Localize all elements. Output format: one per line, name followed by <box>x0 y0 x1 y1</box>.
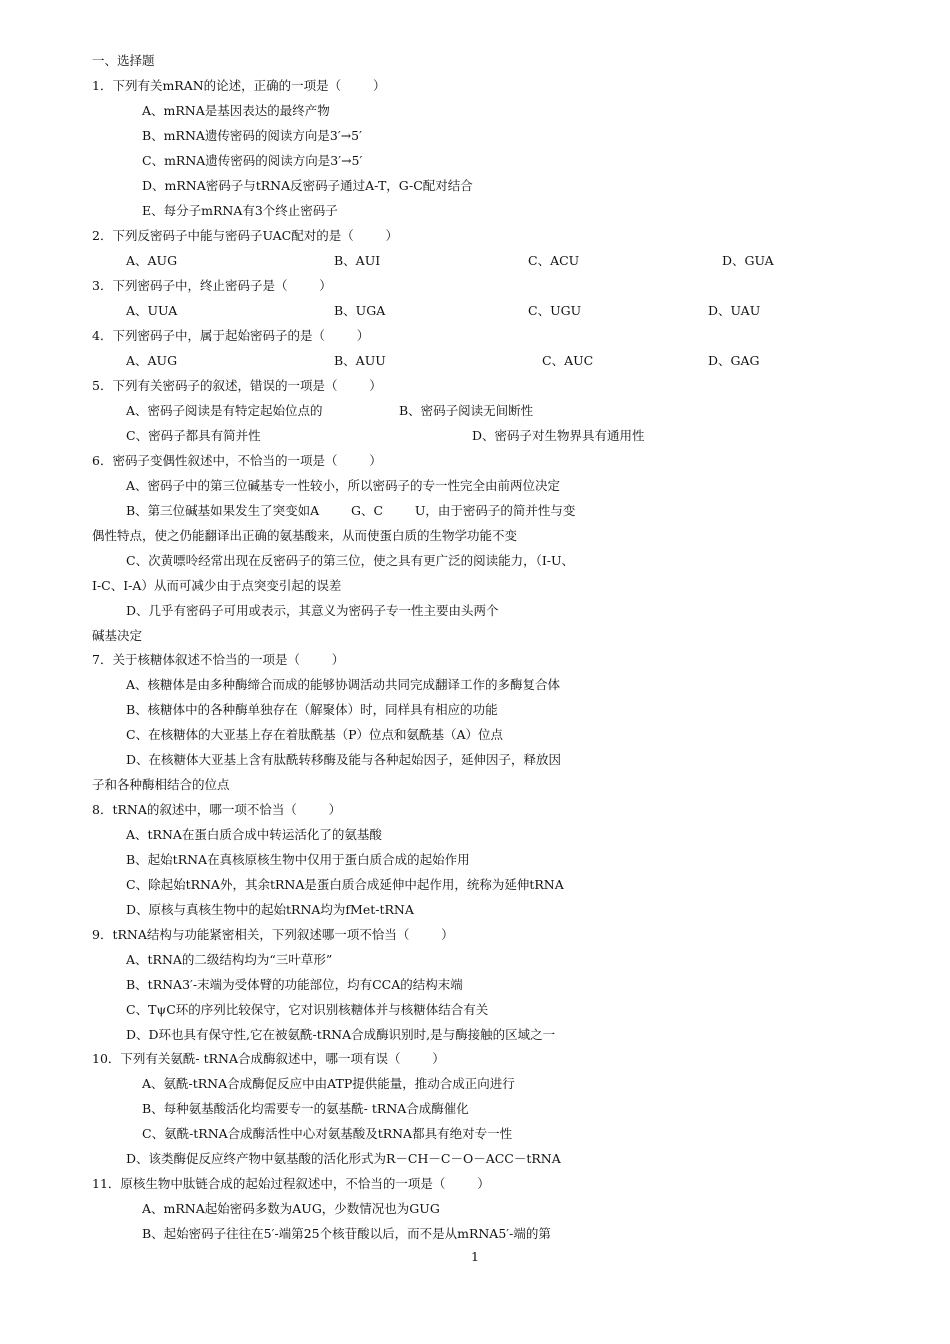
question-3-option-d: D、UAU <box>708 303 761 318</box>
question-7-line: C、在核糖体的大亚基上存在着肽酰基（P）位点和氨酰基（A）位点 <box>126 727 504 742</box>
question-9-line: B、tRNA3′-末端为受体臂的功能部位，均有CCA的结构末端 <box>126 977 463 992</box>
question-7-line: 子和各种酶相结合的位点 <box>92 777 230 792</box>
question-4-stem: 4．下列密码子中，属于起始密码子的是（ ） <box>92 328 370 343</box>
question-4-option-d: D、GAG <box>708 353 760 368</box>
question-10-line: B、每种氨基酸活化均需要专一的氨基酰- tRNA合成酶催化 <box>142 1101 469 1116</box>
question-6-line: C、次黄嘌呤经常出现在反密码子的第三位，使之具有更广泛的阅读能力，（I-U、 <box>126 553 575 568</box>
question-2-option-a: A、AUG <box>126 253 178 268</box>
question-3-option-c: C、UGU <box>528 303 582 318</box>
question-10-line: C、氨酰-tRNA合成酶活性中心对氨基酸及tRNA都具有绝对专一性 <box>142 1126 513 1141</box>
question-6-line: 碱基决定 <box>92 628 143 643</box>
question-9-line: A、tRNA的二级结构均为“三叶草形” <box>126 952 333 967</box>
question-7-line: A、核糖体是由多种酶缔合而成的能够协调活动共同完成翻译工作的多酶复合体 <box>126 677 561 692</box>
question-7-stem: 7．关于核糖体叙述不恰当的一项是（ ） <box>92 652 345 667</box>
question-9-line: D、D环也具有保守性,它在被氨酰-tRNA合成酶识别时,是与酶接触的区域之一 <box>126 1027 556 1042</box>
question-1-option-d: D、mRNA密码子与tRNA反密码子通过A-T，G-C配对结合 <box>142 178 473 193</box>
question-5-option-d: D、密码子对生物界具有通用性 <box>472 428 645 443</box>
question-10-stem: 10．下列有关氨酰- tRNA合成酶叙述中，哪一项有误（ ） <box>92 1051 445 1066</box>
question-8-stem: 8．tRNA的叙述中，哪一项不恰当（ ） <box>92 802 342 817</box>
question-6-line: A、密码子中的第三位碱基专一性较小，所以密码子的专一性完全由前两位决定 <box>126 478 561 493</box>
question-11-line: A、mRNA起始密码多数为AUG，少数情况也为GUG <box>142 1201 440 1216</box>
question-5-option-c: C、密码子都具有简并性 <box>126 428 261 443</box>
question-3-stem: 3．下列密码子中，终止密码子是（ ） <box>92 278 332 293</box>
question-6-line: 偶性特点，使之仍能翻译出正确的氨基酸来，从而使蛋白质的生物学功能不变 <box>92 528 518 543</box>
question-6-line: D、几乎有密码子可用或表示，其意义为密码子专一性主要由头两个 <box>126 603 499 618</box>
question-4-option-c: C、AUC <box>542 353 594 368</box>
question-11-line: B、起始密码子往往在5′-端第25个核苷酸以后，而不是从mRNA5′-端的第 <box>142 1226 551 1241</box>
question-8-line: A、tRNA在蛋白质合成中转运活化了的氨基酸 <box>126 827 382 842</box>
question-6-line: I-C、I-A）从而可减少由于点突变引起的误差 <box>92 578 342 593</box>
question-3-option-b: B、UGA <box>334 303 386 318</box>
question-2-stem: 2．下列反密码子中能与密码子UAC配对的是（ ） <box>92 228 398 243</box>
question-4-option-b: B、AUU <box>334 353 386 368</box>
question-6-line: B、第三位碱基如果发生了突变如A G、C U，由于密码子的简并性与变 <box>126 503 576 518</box>
question-1-option-a: A、mRNA是基因表达的最终产物 <box>142 103 330 118</box>
section-title: 一、选择题 <box>92 53 155 68</box>
question-11-stem: 11．原核生物中肽链合成的起始过程叙述中，不恰当的一项是（ ） <box>92 1176 490 1191</box>
question-1-stem: 1．下列有关mRAN的论述，正确的一项是（ ） <box>92 78 386 93</box>
question-10-line: A、氨酰-tRNA合成酶促反应中由ATP提供能量，推动合成正向进行 <box>142 1076 515 1091</box>
question-10-line: D、该类酶促反应终产物中氨基酸的活化形式为R－CH－C－O－ACC－tRNA <box>126 1151 561 1166</box>
question-2-option-d: D、GUA <box>722 253 774 268</box>
question-2-option-b: B、AUI <box>334 253 381 268</box>
question-1-option-b: B、mRNA遗传密码的阅读方向是3′→5′ <box>142 128 362 143</box>
question-4-option-a: A、AUG <box>126 353 178 368</box>
question-7-line: B、核糖体中的各种酶单独存在（解聚体）时，同样具有相应的功能 <box>126 702 498 717</box>
question-5-option-b: B、密码子阅读无间断性 <box>399 403 534 418</box>
question-5-option-a: A、密码子阅读是有特定起始位点的 <box>126 403 323 418</box>
question-3-option-a: A、UUA <box>126 303 178 318</box>
question-8-line: D、原核与真核生物中的起始tRNA均为fMet-tRNA <box>126 902 414 917</box>
page-number: 1 <box>471 1249 479 1264</box>
question-5-stem: 5．下列有关密码子的叙述，错误的一项是（ ） <box>92 378 382 393</box>
question-9-line: C、TψC环的序列比较保守，它对识别核糖体并与核糖体结合有关 <box>126 1002 489 1017</box>
question-8-line: C、除起始tRNA外，其余tRNA是蛋白质合成延伸中起作用，统称为延伸tRNA <box>126 877 564 892</box>
question-7-line: D、在核糖体大亚基上含有肽酰转移酶及能与各种起始因子，延伸因子，释放因 <box>126 752 562 767</box>
question-6-stem: 6．密码子变偶性叙述中，不恰当的一项是（ ） <box>92 453 382 468</box>
question-1-option-e: E、每分子mRNA有3个终止密码子 <box>142 203 338 218</box>
question-8-line: B、起始tRNA在真核原核生物中仅用于蛋白质合成的起始作用 <box>126 852 470 867</box>
question-2-option-c: C、ACU <box>528 253 580 268</box>
question-1-option-c: C、mRNA遗传密码的阅读方向是3′→5′ <box>142 153 363 168</box>
question-9-stem: 9．tRNA结构与功能紧密相关，下列叙述哪一项不恰当（ ） <box>92 927 454 942</box>
